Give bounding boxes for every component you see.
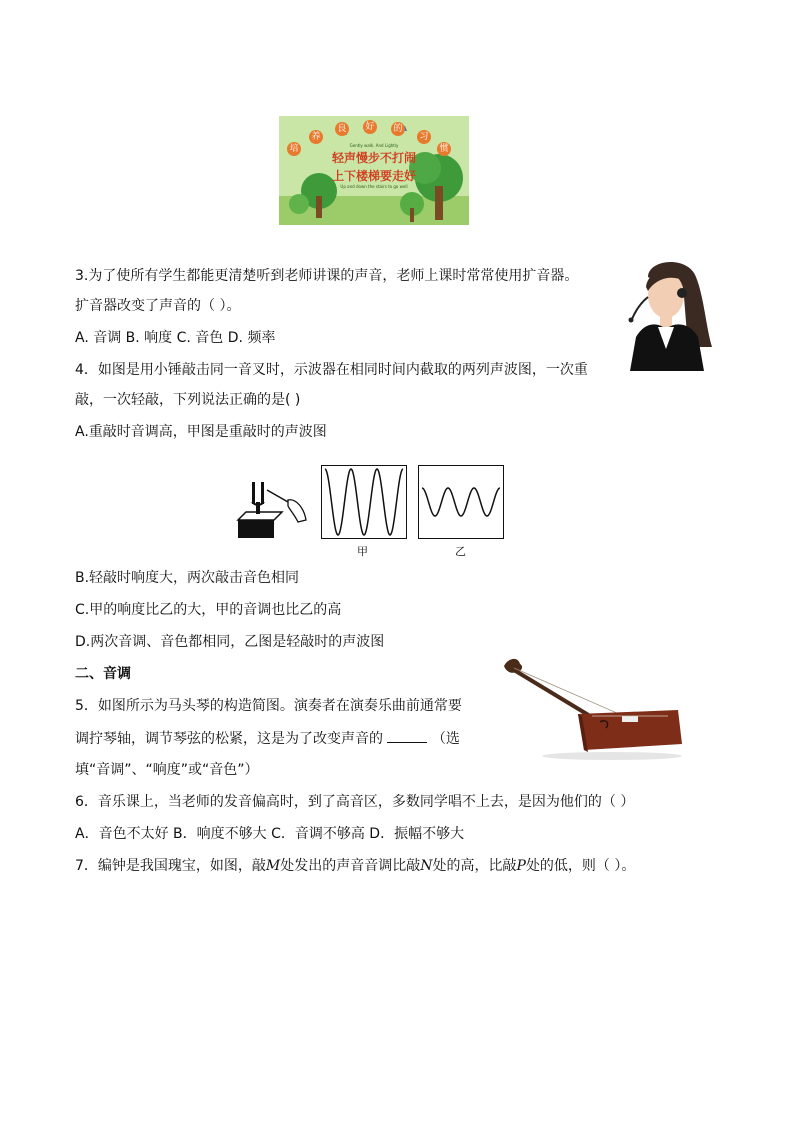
q5-line2-text: 调拧琴轴，调节琴弦的松紧，这是为了改变声音的: [75, 731, 383, 747]
q7-text-post: 处的低，则（ ）。: [525, 858, 636, 874]
banner-small-line: Gently walk. And Lightly: [349, 143, 399, 148]
q5-line3: 填“音调”、“响度”或“音色”）: [75, 762, 259, 778]
q7-text-pre: 7．编钟是我国瑰宝，如图，敲: [75, 858, 266, 874]
q5-line1: 5．如图所示为马头琴的构造简图。演奏者在演奏乐曲前通常要: [75, 698, 462, 714]
q6-options: A．音色不太好 B．响度不够大 C．音调不够高 D．振幅不够大: [75, 826, 465, 842]
q5-line2-suffix: （选: [431, 731, 460, 747]
q4-line1: 4．如图是用小锤敲击同一音叉时，示波器在相同时间内截取的两列声波图，一次重: [75, 362, 588, 378]
q4-option-d: D.两次音调、音色都相同，乙图是轻敲时的声波图: [75, 634, 385, 650]
q6-line1: 6．音乐课上，当老师的发音偏高时，到了高音区，多数同学唱不上去，是因为他们的（ ）: [75, 794, 635, 810]
teacher-headset-image: [618, 257, 716, 371]
banner-line1: 轻声慢步不打闹: [331, 151, 416, 165]
q7-var-p: P: [516, 858, 526, 874]
q4-option-a: A.重敲时音调高，甲图是重敲时的声波图: [75, 424, 327, 440]
banner-char: 习: [417, 130, 431, 144]
banner-english-line: Up and down the stairs to go well: [340, 184, 408, 189]
q5-answer-blank[interactable]: [387, 728, 427, 743]
q7-var-m: M: [265, 858, 281, 874]
q4-line2: 敲，一次轻敲，下列说法正确的是( ): [75, 392, 301, 408]
banner-char: 惯: [437, 142, 451, 156]
banner-char: 良: [335, 122, 349, 136]
label-yi: 乙: [455, 545, 466, 558]
q3-line1: 3.为了使所有学生都能更清楚听到老师讲课的声音，老师上课时常常使用扩音器。: [75, 268, 579, 284]
stairs-banner-image: [279, 116, 469, 225]
banner-char: 好: [363, 120, 377, 134]
banner-line2: 上下楼梯要走好: [331, 169, 416, 183]
q7-var-n: N: [420, 858, 433, 874]
horsehead-fiddle-image: [492, 652, 688, 764]
tuning-fork-figure: [236, 464, 308, 544]
waveform-jia: [321, 465, 407, 539]
q7-text-mid2: 处的高，比敲: [432, 858, 517, 874]
label-jia: 甲: [357, 545, 368, 558]
banner-char: 养: [309, 130, 323, 144]
q7-text-mid1: 处发出的声音音调比敲: [280, 858, 421, 874]
q3-line2: 扩音器改变了声音的（ ）。: [75, 298, 241, 314]
banner-char: 的: [391, 122, 405, 136]
banner-char: 培: [287, 142, 301, 156]
q4-option-c: C.甲的响度比乙的大，甲的音调也比乙的高: [75, 602, 342, 618]
q5-line2: [75, 728, 460, 749]
q3-options: A. 音调 B. 响度 C. 音色 D. 频率: [75, 330, 276, 346]
q4-option-b: B.轻敲时响度大，两次敲击音色相同: [75, 570, 300, 586]
waveform-yi: [418, 465, 504, 539]
section-title: 二、音调: [75, 666, 131, 682]
q7-line1: [75, 856, 635, 876]
